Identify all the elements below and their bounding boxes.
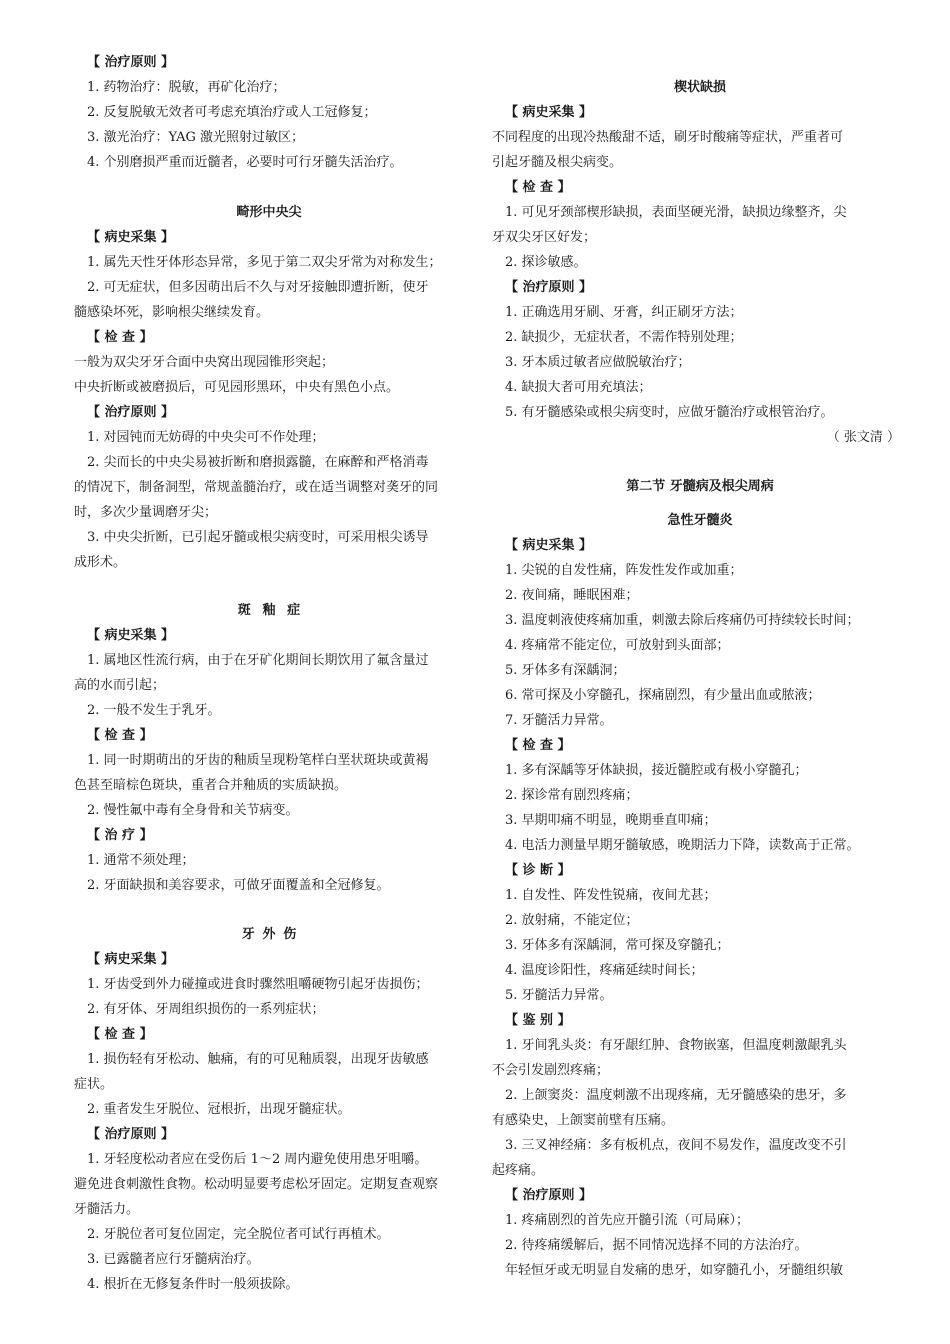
section-title: 牙外伤 [241, 927, 305, 942]
text-line: 4. 电活力测量早期牙髓敏感，晚期活力下降，读数高于正常。 [505, 838, 860, 853]
section-dental-trauma [74, 922, 464, 1297]
text-line: 不同程度的出现冷热酸甜不适，刷牙时酸痛等症状，严重者可 [492, 130, 844, 145]
text-line: 1. 正确选用牙刷、牙膏，纠正刷牙方法； [505, 305, 743, 320]
text-line: 不会引发剧烈疼痛； [492, 1063, 610, 1078]
text-line: 5. 牙体多有深龋洞； [505, 663, 626, 678]
text-line: 2. 尖而长的中央尖易被折断和磨损露髓，在麻醉和严格消毒 [87, 455, 429, 470]
intro-block [74, 50, 464, 175]
text-line: 的情况下，制备洞型，常规盖髓治疗，或在适当调整对​䶮牙的同 [74, 480, 439, 495]
section-header: 【 治疗原则 】 [87, 1127, 175, 1142]
section-header: 【 病史采集 】 [505, 538, 593, 553]
text-line: 成形术。 [74, 555, 127, 570]
text-line: 3. 早期叩痛不明显，晚期垂直叩痛； [505, 813, 717, 828]
text-line: 中央折断或被磨损后，可见园形黑环，中央有黑色小点。 [74, 380, 400, 395]
text-line: 1. 通常不须处理； [87, 853, 195, 868]
section-header: 【 病史采集 】 [505, 105, 593, 120]
section-deformed-cusp [74, 200, 464, 575]
text-line: 1. 尖锐的自发性痛，阵发性发作或加重； [505, 563, 743, 578]
section-title: 楔状缺损 [673, 80, 726, 95]
text-line: 2. 探诊敏感。 [505, 255, 587, 270]
text-line: 1. 属地区性流行病，由于在牙矿化期间长期饮用了氟含量过 [87, 653, 429, 668]
text-line: 2. 可无症状，但多因萌出后不久与对牙接触即遭折断，使牙 [87, 280, 429, 295]
text-line: 2. 上颌窦炎：温度刺激不出现疼痛，无牙髓感染的患牙，多 [505, 1088, 847, 1103]
text-line: 5. 有牙髓感染或根尖病变时，应做牙髓治疗或根管治疗。 [505, 405, 834, 420]
text-line: 4. 疼痛常不能定位，可放射到头面部； [505, 638, 730, 653]
section-header: 【 检 查 】 [87, 728, 153, 743]
text-line: 起疼痛。 [492, 1163, 545, 1178]
text-line: 2. 一般不发生于乳牙。 [87, 703, 221, 718]
text-line: 4. 温度诊阳性，疼痛延续时间长； [505, 963, 704, 978]
text-line: 1. 同一时期萌出的牙齿的釉质呈现粉笔样白垩状斑块或黄褐 [87, 753, 429, 768]
section-header: 【 病史采集 】 [87, 628, 175, 643]
section-title: 畸形中央尖 [236, 205, 302, 220]
author-credit: （ 张文清 ） [826, 430, 900, 445]
text-line: 2. 牙脱位者可复位固定，完全脱位者可试行再植术。 [87, 1227, 390, 1242]
text-line: 2. 反复脱敏无效者可考虑充填治疗或人工冠修复； [87, 105, 377, 120]
text-line: 1. 损伤轻有牙松动、触痛，有的可见釉质裂，出现牙齿敏感 [87, 1052, 429, 1067]
text-line: 1. 对园钝而无妨碍的中央尖可不作处理； [87, 430, 325, 445]
text-line: 一般为双尖牙牙合面中央窝出现园锥形突起； [74, 355, 335, 370]
text-line: 7. 牙髓活力异常。 [505, 713, 613, 728]
text-line: 时，多次少量调磨牙尖； [74, 505, 218, 520]
section-pulp-disease [492, 474, 908, 1283]
text-line: 2. 有牙体、牙周组织损伤的一系列症状； [87, 1002, 325, 1017]
text-line: 色甚至暗棕色斑块，重者合并釉质的实质缺损。 [74, 778, 348, 793]
text-line: 1. 牙轻度松动者应在受伤后 1～2 周内避免使用患牙咀嚼。 [87, 1152, 428, 1167]
text-line: 3. 温度刺液使疼痛加重，刺激去除后疼痛仍可持续较长时间； [505, 613, 860, 628]
section-header: 【 检 查 】 [505, 738, 571, 753]
text-line: 1. 自发性、阵发性锐痛，夜间尤甚； [505, 888, 717, 903]
text-line: 4. 根折在无修复条件时一般须拔除。 [87, 1277, 299, 1292]
section-header: 【 治疗原则 】 [505, 280, 593, 295]
section-fluorosis [74, 598, 464, 898]
text-line: 1. 牙间乳头炎：有牙龈红肿、食物嵌塞，但温度刺激龈乳头 [505, 1038, 847, 1053]
section-title: 斑釉症 [237, 603, 312, 618]
text-line: 2. 慢性氟中毒有全身骨和关节病变。 [87, 803, 299, 818]
text-line: 3. 已露髓者应行牙髓病治疗。 [87, 1252, 260, 1267]
text-line: 高的水而引起； [74, 678, 166, 693]
text-line: 2. 重者发生牙脱位、冠根折，出现牙髓症状。 [87, 1102, 351, 1117]
text-line: 1. 多有深龋等牙体缺损，接近髓腔或有极小穿髓孔； [505, 763, 808, 778]
text-line: 2. 待疼痛缓解后，据不同情况选择不同的方法治疗。 [505, 1238, 808, 1253]
text-line: 2. 放射痛，不能定位； [505, 913, 639, 928]
text-line: 1. 疼痛剧烈的首先应开髓引流（可局麻）； [505, 1213, 750, 1228]
text-line: 2. 缺损少，无症状者，不需作特别处理； [505, 330, 743, 345]
text-line: 6. 常可探及小穿髓孔，探痛剧烈，有少量出血或脓液； [505, 688, 821, 703]
text-line: 3. 中央尖折断，已引起牙髓或根尖病变时，可采用根尖诱导 [87, 530, 429, 545]
text-line: 4. 个别磨损严重而近髓者，必要时可行牙髓失活治疗。 [87, 155, 403, 170]
text-line: 3. 牙本质过敏者应做脱敏治疗； [505, 355, 691, 370]
section-header: 【 检 查 】 [505, 180, 571, 195]
text-line: 2. 探诊常有剧烈疼痛； [505, 788, 639, 803]
section-header: 【 治 疗 】 [87, 828, 153, 843]
text-line: 3. 三叉神经痛：多有板机点，夜间不易发作，温度改变不引 [505, 1138, 847, 1153]
section-header: 【 治疗原则 】 [505, 1188, 593, 1203]
chapter-section-title: 第二节 牙髓病及根尖周病 [626, 479, 774, 494]
text-line: 1. 牙齿受到外力碰撞或进食时骤然咀嚼硬物引起牙齿损伤； [87, 977, 429, 992]
text-line: 3. 牙体多有深龋洞，常可探及穿髓孔； [505, 938, 730, 953]
text-line: 4. 缺损大者可用充填法； [505, 380, 652, 395]
text-line: 引起牙髓及根尖病变。 [492, 155, 623, 170]
text-line: 1. 可见牙颈部楔形缺损，表面坚硬光滑，缺损边缘整齐，尖 [505, 205, 847, 220]
text-line: 1. 属先天性牙体形态异常，多见于第二双尖牙常为对称发生； [87, 255, 442, 270]
section-header: 【 病史采集 】 [87, 952, 175, 967]
section-header: 【 检 查 】 [87, 1027, 153, 1042]
text-line: 有感染史，上颌窦前壁有压痛。 [492, 1113, 675, 1128]
text-line: 年轻恒牙或无明显自发痛的患牙，如穿髓孔小，牙髓组织敏 [505, 1263, 844, 1278]
text-line: 1. 药物治疗：脱敏，再矿化治疗； [87, 80, 286, 95]
section-header: 【 病史采集 】 [87, 230, 175, 245]
section-header: 【 治疗原则 】 [87, 405, 175, 420]
text-line: 牙双尖牙区好发； [492, 230, 597, 245]
text-line: 避免进食刺激性食物。松动明显要考虑松牙固定。定期复查观察 [74, 1177, 439, 1192]
text-line: 症状。 [74, 1077, 114, 1092]
section-header: 【 治疗原则 】 [87, 55, 175, 70]
text-line: 5. 牙髓活力异常。 [505, 988, 613, 1003]
text-line: 牙髓活力。 [74, 1202, 140, 1217]
text-line: 2. 夜间痛，睡眠困难； [505, 588, 639, 603]
section-wedge-defect [492, 75, 908, 450]
text-line: 3. 激光治疗：YAG 激光照射过敏区； [87, 130, 305, 145]
text-line: 髓感染坏死，影响根尖继续发育。 [74, 305, 270, 320]
section-header: 【 诊 断 】 [505, 863, 571, 878]
text-line: 2. 牙面缺损和美容要求，可做牙面覆盖和全冠修复。 [87, 878, 390, 893]
section-header: 【 鉴 别 】 [505, 1013, 571, 1028]
section-title: 急性牙髓炎 [667, 513, 733, 528]
section-header: 【 检 查 】 [87, 330, 153, 345]
